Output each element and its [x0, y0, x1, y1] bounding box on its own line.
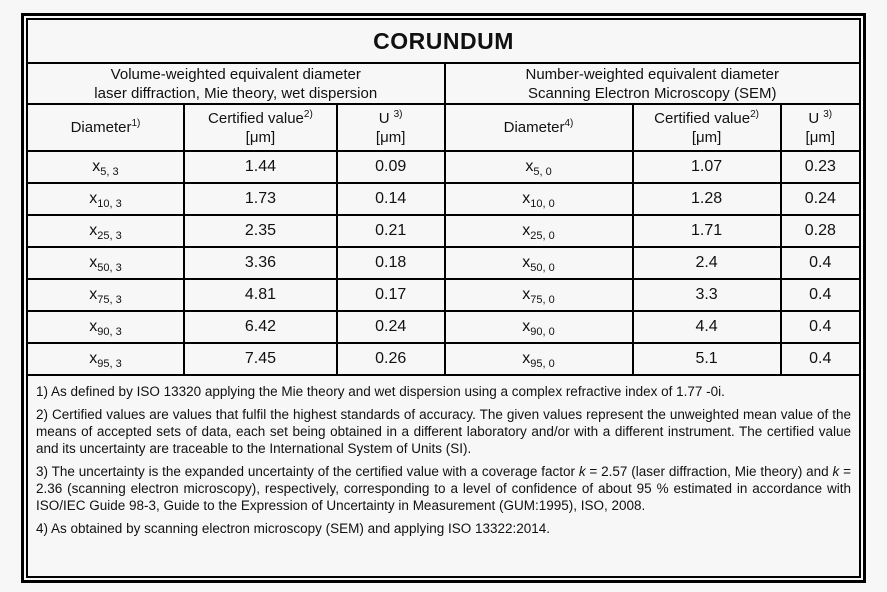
footnote-3: 3) The uncertainty is the expanded uncertainty of the certified value with a coverage factor k = 2.57 (laser diffraction, Mie theory) and k = 2.36 (scanning electron microscopy), respectively, corresponding to a level of confidence of about 95 % estimated in accordance with ISO/IEC Guide 98-3, Guide to the Expression of Uncertainty in Measurement (GUM:1995), ISO, 2008.: [36, 464, 852, 513]
table-row: [446, 216, 860, 248]
certified-value-cell: 3.3: [632, 280, 780, 310]
certified-value-cell: 1.73: [183, 184, 336, 214]
footnote-4: 4) As obtained by scanning electron microscopy (SEM) and applying ISO 13322:2014.: [36, 521, 551, 536]
table-row: [446, 312, 860, 344]
measurement-sections: [28, 64, 859, 376]
diameter-cell: $x_{75, 0}$: [522, 286, 555, 307]
certified-value-cell: 3.36: [183, 248, 336, 278]
footnote-ref: 2): [303, 108, 313, 120]
diameter-cell: $x_{10, 0}$: [522, 190, 555, 211]
number-weighted-section: [444, 64, 860, 376]
certified-value-cell: 6.42: [183, 312, 336, 342]
column-header-diameter: Diameter$^{1)}$: [70, 118, 141, 136]
volume-weighted-rows: [28, 152, 444, 376]
certified-value-cell: 1.28: [632, 184, 780, 214]
diameter-cell: $x_{75, 3}$: [89, 286, 122, 307]
uncertainty-cell: 0.4: [780, 248, 859, 278]
uncertainty-cell: 0.4: [780, 344, 859, 374]
table-row: [28, 344, 444, 376]
certified-value-cell: 5.1: [632, 344, 780, 374]
diameter-cell: $x_{25, 3}$: [89, 222, 122, 243]
footnote-2: 2) Certified values are values that fulfil the highest standards of accuracy. The given values represent the unweighted mean value of the means of accepted sets of data, each set being obtained in a different laboratory and/or with a different instrument. The certified value and its uncertainty are traceable to the International System of Units (SI).: [36, 407, 851, 456]
uncertainty-cell: 0.09: [336, 152, 444, 182]
certified-value-cell: 4.4: [632, 312, 780, 342]
diameter-cell: $x_{5, 0}$: [525, 158, 552, 179]
diameter-cell: $x_{95, 0}$: [522, 350, 555, 371]
table-row: [28, 248, 444, 280]
diameter-cell: $x_{25, 0}$: [522, 222, 555, 243]
uncertainty-cell: 0.24: [780, 184, 859, 214]
uncertainty-cell: 0.23: [780, 152, 859, 182]
diameter-cell: $x_{95, 3}$: [89, 350, 122, 371]
column-header-certified-value: Certified value$^{2)}$ [μm]: [183, 105, 336, 150]
certified-value-cell: 1.71: [632, 216, 780, 246]
unit-label: [μm]: [375, 128, 406, 146]
column-header-uncertainty: U $^{3)}$ [μm]: [336, 105, 444, 150]
diameter-cell: $x_{90, 0}$: [522, 318, 555, 339]
uncertainty-cell: 0.24: [336, 312, 444, 342]
footnote-1: 1) As defined by ISO 13320 applying the Mie theory and wet dispersion using a complex refractive index of 1.77 -0i.: [36, 384, 725, 399]
column-header-row: [446, 105, 860, 152]
column-header-row: [28, 105, 444, 152]
table-row: [446, 248, 860, 280]
table-row: [28, 312, 444, 344]
certified-value-cell: 4.81: [183, 280, 336, 310]
certified-value-cell: 7.45: [183, 344, 336, 374]
section-header-line1: Volume-weighted equivalent diameter: [110, 65, 361, 83]
certified-value-cell: 2.35: [183, 216, 336, 246]
column-header-uncertainty: U $^{3)}$ [μm]: [780, 105, 859, 150]
table-row: [446, 280, 860, 312]
uncertainty-cell: 0.4: [780, 280, 859, 310]
table-row: [28, 184, 444, 216]
table-row: [446, 152, 860, 184]
certified-value-cell: 2.4: [632, 248, 780, 278]
certified-value-cell: 1.07: [632, 152, 780, 182]
diameter-cell: $x_{50, 0}$: [522, 254, 555, 275]
column-header-certified-value: Certified value$^{2)}$ [μm]: [632, 105, 780, 150]
certificate-table: [26, 18, 861, 578]
uncertainty-cell: 0.26: [336, 344, 444, 374]
uncertainty-cell: 0.17: [336, 280, 444, 310]
section-header-line2: Scanning Electron Microscopy (SEM): [528, 84, 777, 102]
diameter-cell: $x_{5, 3}$: [92, 158, 119, 179]
column-header-diameter: Diameter$^{4)}$: [503, 118, 574, 136]
section-header-line2: laser diffraction, Mie theory, wet dispersion: [94, 84, 378, 102]
table-row: [28, 216, 444, 248]
diameter-cell: $x_{10, 3}$: [89, 190, 122, 211]
page-title: CORUNDUM: [28, 20, 859, 64]
footnote-ref: 3): [393, 108, 403, 120]
footnote-ref: 2): [750, 108, 759, 120]
section-header-line1: Number-weighted equivalent diameter: [525, 65, 779, 83]
volume-weighted-section: [28, 64, 444, 376]
uncertainty-cell: 0.28: [780, 216, 859, 246]
uncertainty-cell: 0.18: [336, 248, 444, 278]
footnote-ref: 1): [131, 118, 141, 129]
section-header-volume-weighted: [28, 64, 444, 105]
table-row: [446, 184, 860, 216]
footnotes-section: [28, 376, 859, 576]
table-row: [28, 280, 444, 312]
diameter-cell: $x_{90, 3}$: [89, 318, 122, 339]
unit-label: [μm]: [805, 128, 836, 146]
section-header-number-weighted: [446, 64, 860, 105]
table-row: [446, 344, 860, 376]
uncertainty-cell: 0.21: [336, 216, 444, 246]
certified-value-cell: 1.44: [183, 152, 336, 182]
number-weighted-rows: [446, 152, 860, 376]
unit-label: [μm]: [245, 128, 276, 146]
footnote-ref: 4): [564, 118, 574, 129]
uncertainty-cell: 0.14: [336, 184, 444, 214]
footnote-ref: 3): [823, 108, 833, 120]
unit-label: [μm]: [691, 128, 722, 146]
certificate-table-frame: [21, 13, 866, 583]
table-row: [28, 152, 444, 184]
diameter-cell: $x_{50, 3}$: [89, 254, 122, 275]
uncertainty-cell: 0.4: [780, 312, 859, 342]
